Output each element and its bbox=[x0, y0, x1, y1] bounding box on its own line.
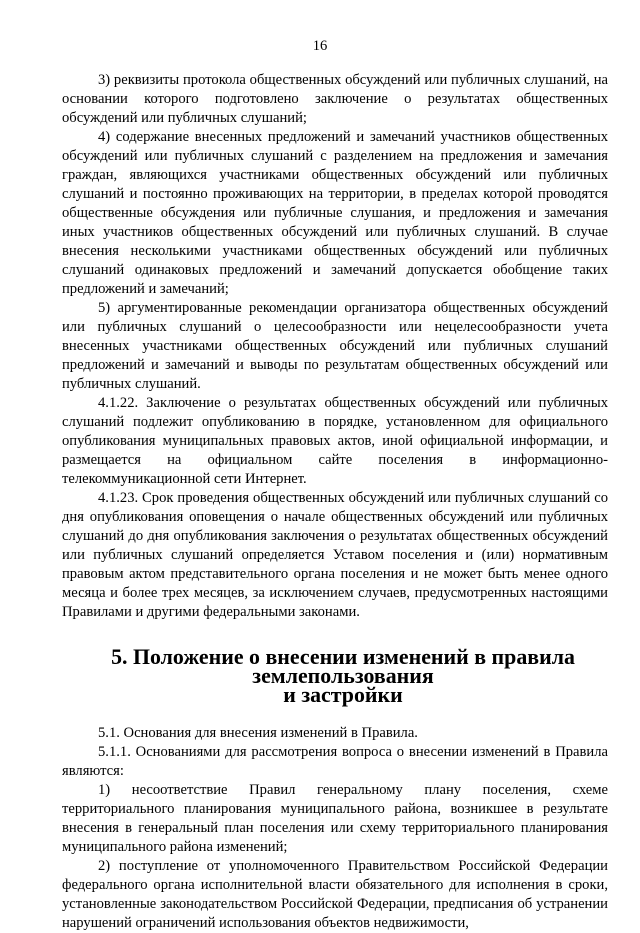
paragraph-item-4: 4) содержание внесенных предложений и замечаний участников общественных обсуждений или публичных слушаний с разделением на предложения и замечания граждан, являющихся участниками общественных обсуждений или публичных слушаний и постоянно проживающих на территории, в пределах которой проводятся общественные обсуждения или публичные слушания, и предложения и замечания иных участников общественных обсуждений или публичных слушаний. В случае внесения несколькими участниками общественных обсуждений или публичных слушаний одинаковых предложений и замечаний допускается обобщение таких предложений и замечаний; bbox=[62, 129, 608, 297]
paragraph-item-3: 3) реквизиты протокола общественных обсуждений или публичных слушаний, на основании которого подготовлено заключение о результатах общественных обсуждений или публичных слушаний; bbox=[62, 72, 608, 126]
paragraph-5-1: 5.1. Основания для внесения изменений в Правила. bbox=[98, 725, 418, 741]
paragraph-5-1-1: 5.1.1. Основаниями для рассмотрения вопроса о внесении изменений в Правила являются: bbox=[62, 744, 608, 779]
paragraph-item-2: 2) поступление от уполномоченного Правительством Российской Федерации федерального органа исполнительной власти обязательного для исполнения в сроки, установленные законодательством Российской Федерации, предписания об устранении нарушений ограничений использования объектов недвижимости, bbox=[62, 858, 608, 931]
document-body bbox=[62, 71, 608, 933]
section-heading-line-2: и застройки bbox=[283, 682, 403, 707]
section-heading bbox=[62, 644, 608, 707]
paragraph-4-1-23: 4.1.23. Срок проведения общественных обсуждений или публичных слушаний со дня опубликования оповещения о начале общественных обсуждений или публичных слушаний до дня опубликования заключения о результатах общественных обсуждений или публичных слушаний определяется Уставом поселения и (или) нормативным правовым актом представительного органа поселения и не может быть менее одного месяца и более трех месяцев, за исключением случаев, предусмотренных настоящими Правилами и другими федеральными законами. bbox=[62, 490, 608, 620]
paragraph-item-5: 5) аргументированные рекомендации организатора общественных обсуждений или публичных слушаний о целесообразности или нецелесообразности учета внесенных участниками общественных обсуждений или публичных слушаний предложений и замечаний и выводы по результатам общественных обсуждений или публичных слушаний. bbox=[62, 300, 608, 392]
paragraph-4-1-22: 4.1.22. Заключение о результатах общественных обсуждений или публичных слушаний подлежит опубликованию в порядке, установленном для официального опубликования муниципальных правовых актов, иной официальной информации, и размещается на официальном сайте поселения в информационно-телекоммуникационной сети Интернет. bbox=[62, 395, 608, 487]
paragraph-item-1: 1) несоответствие Правил генеральному плану поселения, схеме территориального планирования муниципального района, возникшее в результате внесения в генеральный план поселения или схему территориального планирования муниципального района изменений; bbox=[62, 782, 608, 855]
section-heading-line-1: 5. Положение о внесении изменений в правила землепользования bbox=[111, 644, 575, 688]
page-number: 16 bbox=[312, 38, 328, 54]
